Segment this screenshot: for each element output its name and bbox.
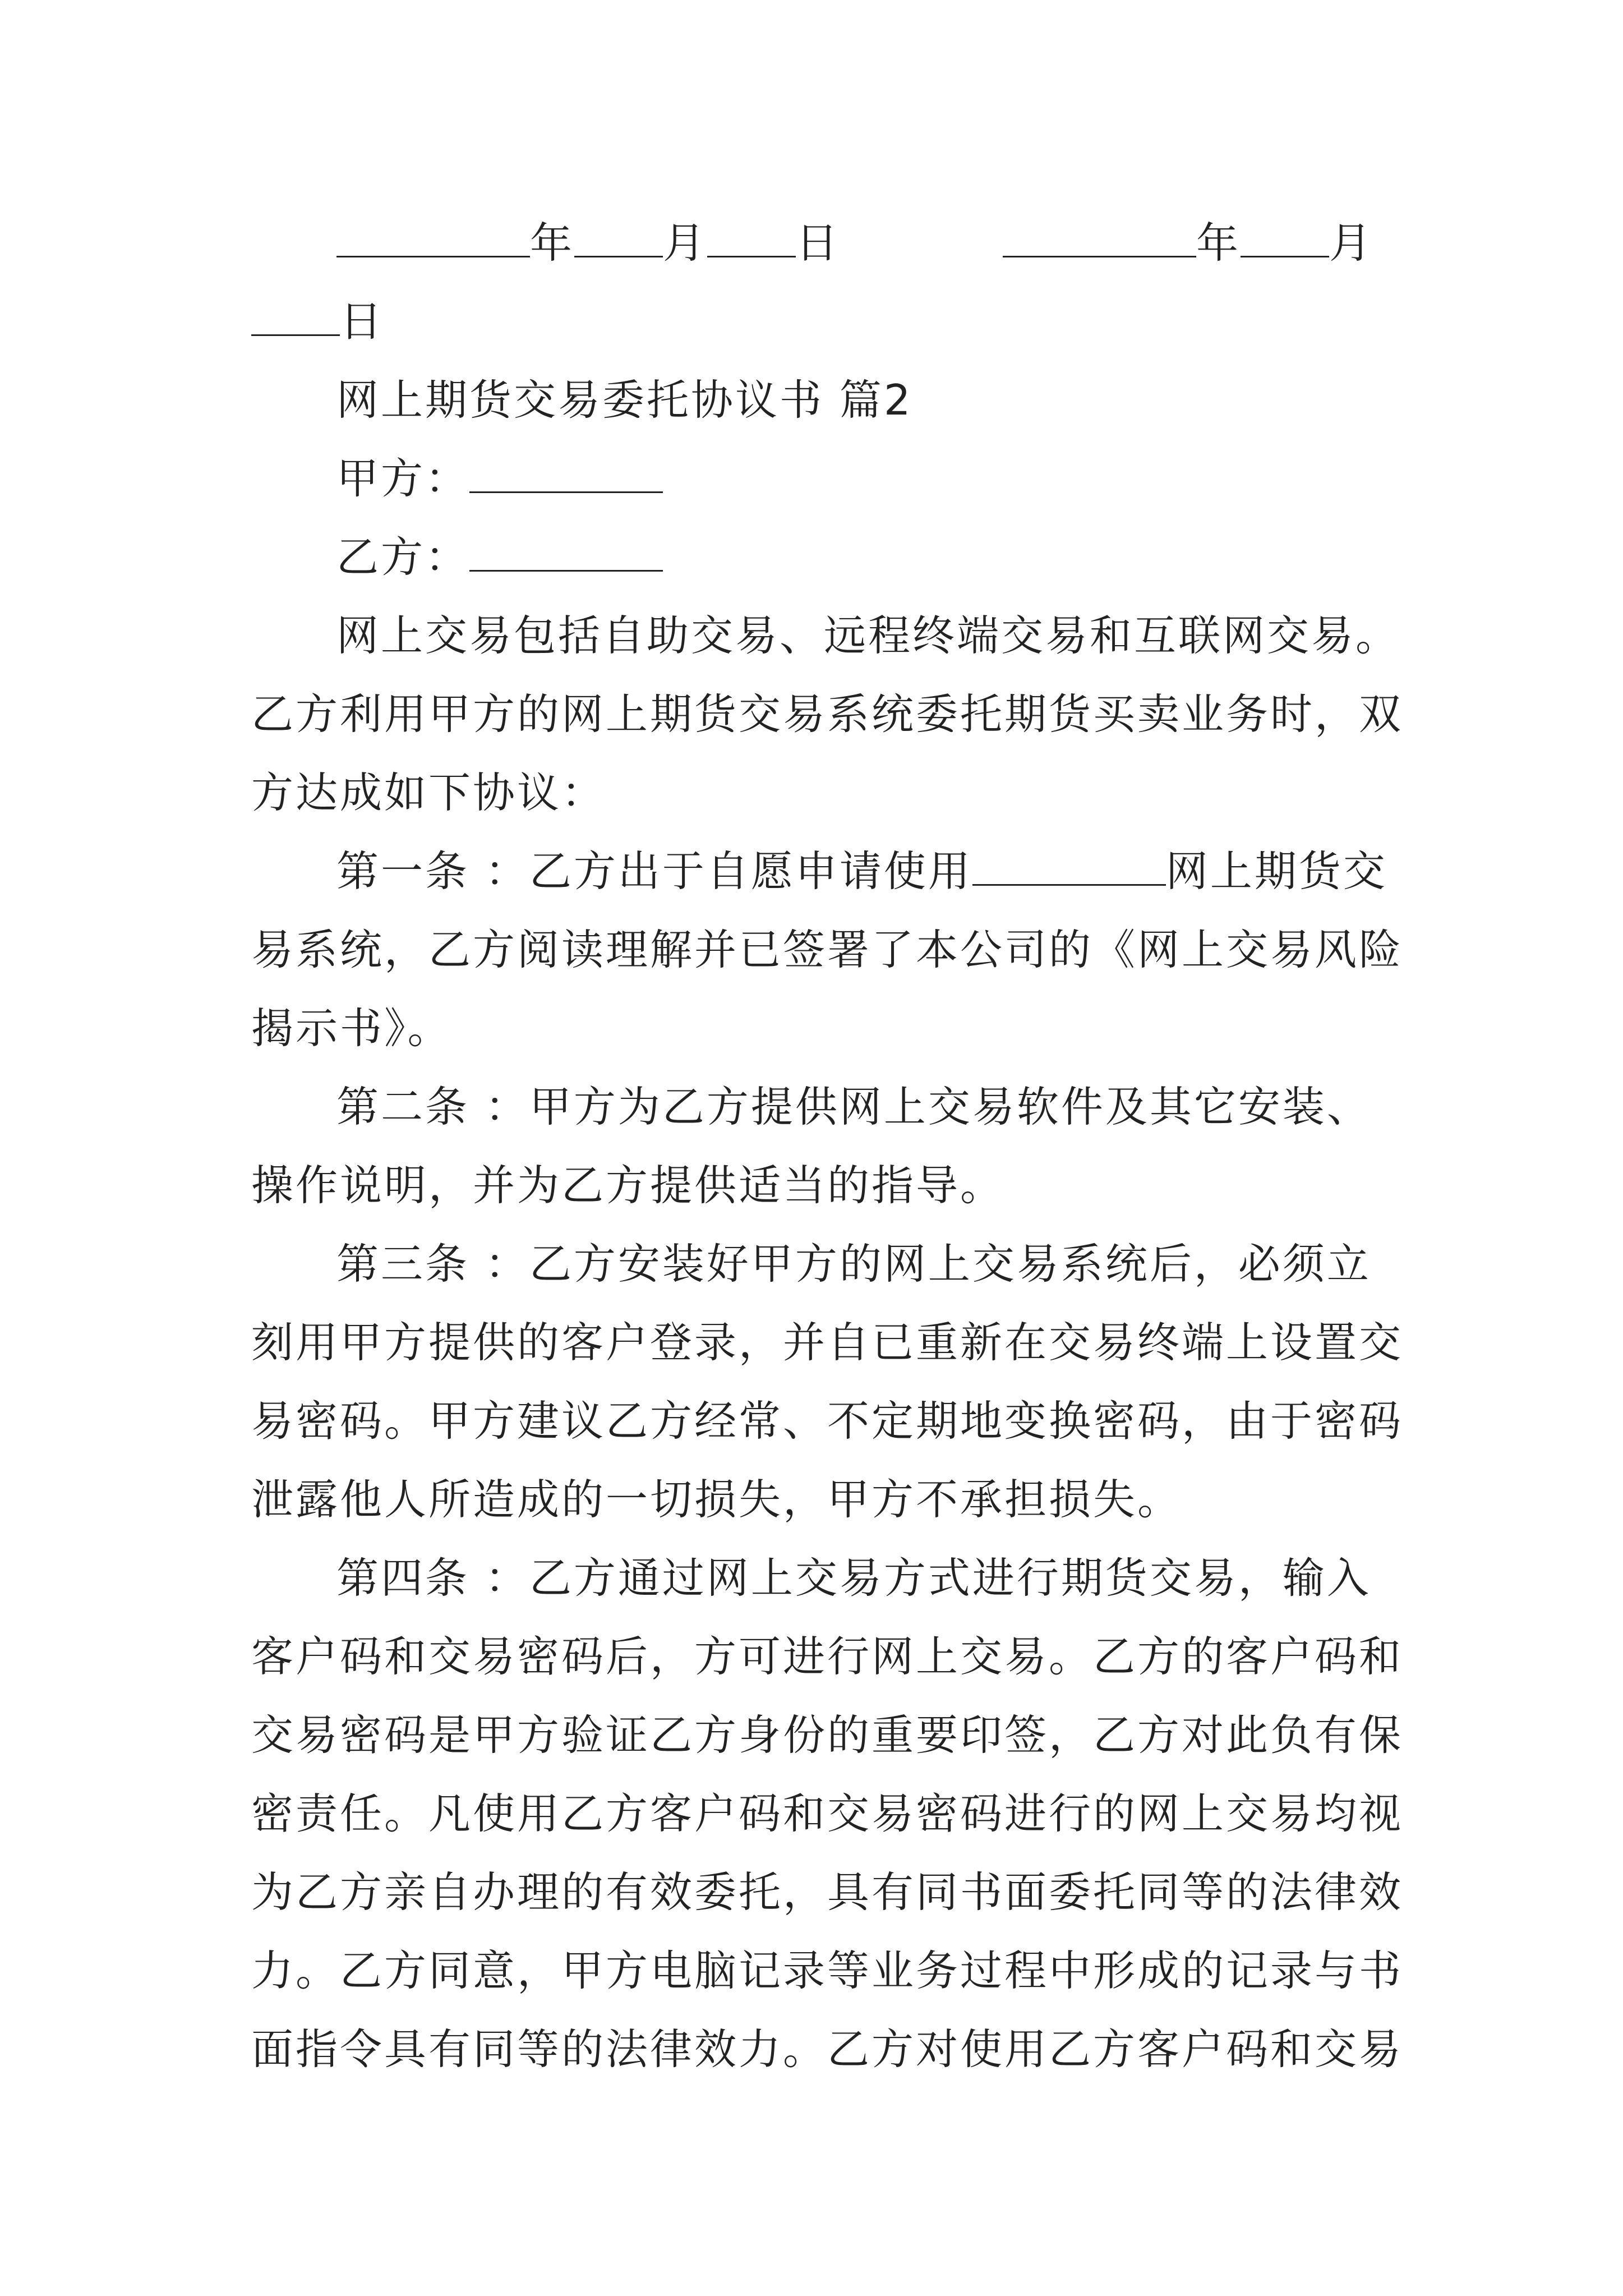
month-label-b: 月 (1329, 218, 1374, 268)
party-b-label: 乙方： (336, 532, 470, 582)
article4-line-2: 客户码和交易密码后，方可进行网上交易。乙方的客户码和 (251, 1632, 1404, 1681)
article3-line-1: 第三条 ：乙方安装好甲方的网上交易系统后，必须立 (336, 1239, 1371, 1289)
article3-line-3: 易密码。甲方建议乙方经常、不定期地变换密码，由于密码 (251, 1396, 1404, 1446)
year-label-b: 年 (1196, 218, 1241, 268)
article4-line-7: 面指令具有同等的法律效力。乙方对使用乙方客户码和交易 (251, 2024, 1404, 2074)
party-a-label: 甲方： (336, 454, 470, 503)
article1-line-2: 易系统，乙方阅读理解并已签署了本公司的《网上交易风险 (251, 925, 1404, 974)
article2-line-1: 第二条 ：甲方为乙方提供网上交易软件及其它安装、 (336, 1082, 1371, 1131)
document-title: 网上期货交易委托协议书 篇2 (336, 375, 913, 425)
article2-line-2: 操作说明，并为乙方提供适当的指导。 (251, 1161, 1005, 1210)
month-blank-b[interactable] (1241, 219, 1329, 257)
intro-line-1: 网上交易包括自助交易、远程终端交易和互联网交易。 (336, 611, 1400, 660)
month-blank-a[interactable] (574, 219, 663, 257)
article3-line-4: 泄露他人所造成的一切损失，甲方不承担损失。 (251, 1475, 1182, 1524)
article4-line-5: 为乙方亲自办理的有效委托，具有同书面委托同等的法律效 (251, 1867, 1404, 1917)
year-blank-a[interactable] (336, 219, 530, 257)
article1-line-1 (336, 846, 1387, 896)
article4-line-4: 密责任。凡使用乙方客户码和交易密码进行的网上交易均视 (251, 1789, 1404, 1838)
intro-line-3: 方达成如下协议： (251, 768, 606, 817)
party-a-blank[interactable] (469, 454, 663, 493)
signature-date-row-b (1003, 218, 1373, 268)
article1-tail: 网上期货交 (1165, 846, 1387, 896)
year-label-a: 年 (530, 218, 575, 268)
year-blank-b[interactable] (1003, 219, 1196, 257)
article1-heading: 第一条 ：乙方出于自愿申请使用 (336, 846, 972, 896)
party-b-blank[interactable] (469, 533, 663, 572)
month-label-a: 月 (663, 218, 708, 268)
party-b-line (336, 532, 663, 582)
day-blank-a[interactable] (707, 219, 796, 257)
day-label-b: 日 (340, 297, 385, 346)
article4-line-1: 第四条 ：乙方通过网上交易方式进行期货交易，输入 (336, 1553, 1371, 1603)
article4-line-6: 力。乙方同意，甲方电脑记录等业务过程中形成的记录与书 (251, 1946, 1404, 1995)
article3-line-2: 刻用甲方提供的客户登录，并自已重新在交易终端上设置交 (251, 1318, 1404, 1367)
day-label-a: 日 (796, 218, 841, 268)
day-blank-b[interactable] (251, 297, 340, 336)
signature-date-row (336, 218, 840, 268)
article1-blank[interactable] (972, 847, 1166, 886)
article1-line-3: 揭示书》。 (251, 1004, 452, 1053)
signature-day-row (251, 296, 384, 347)
party-a-line (336, 453, 663, 504)
article4-line-3: 交易密码是甲方验证乙方身份的重要印签，乙方对此负有保 (251, 1710, 1404, 1760)
intro-line-2: 乙方利用甲方的网上期货交易系统委托期货买卖业务时，双 (251, 689, 1404, 739)
